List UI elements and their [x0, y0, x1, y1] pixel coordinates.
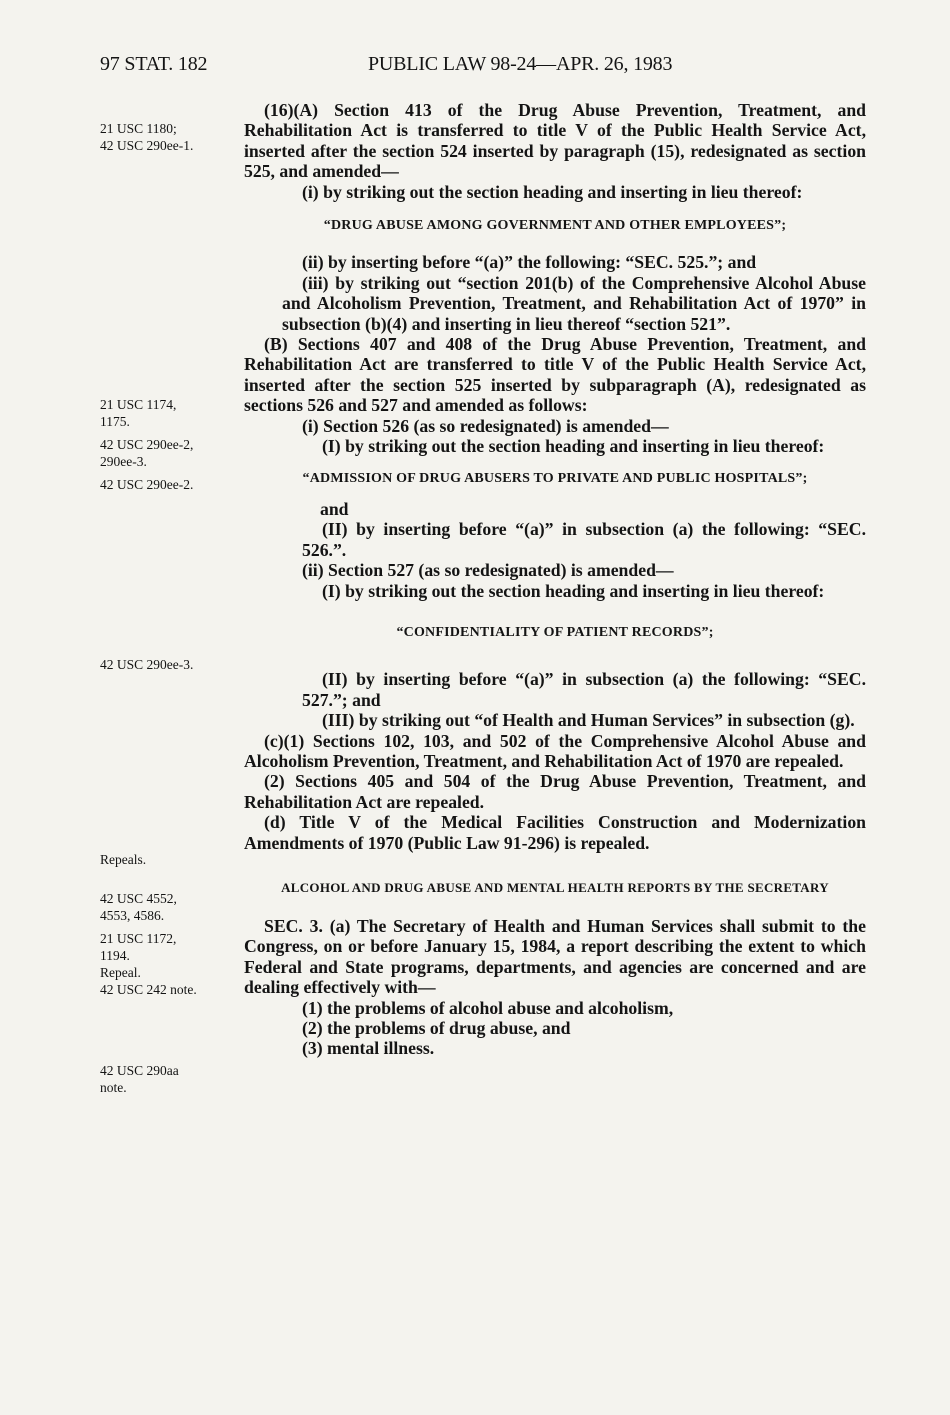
subclause-16b-i-II: (II) by inserting before “(a)” in subsection (a) the following: “SEC. 526.”.	[302, 519, 866, 560]
margin-note: 42 USC 4552, 4553, 4586.	[100, 891, 177, 923]
paragraph-c1: (c)(1) Sections 102, 103, and 502 of the Comprehensive Alcohol Abuse and Alcoholism Prevention, Treatment, and Rehabilitation Act of 1970 are repealed.	[244, 730, 866, 771]
list-item: (3) mental illness.	[302, 1038, 435, 1059]
margin-note: 42 USC 290aa note.	[100, 1063, 179, 1095]
subclause-16b-i-I: (I) by striking out the section heading and inserting in lieu thereof:	[322, 436, 825, 457]
statute-text	[244, 100, 866, 1059]
margin-note: Repeal. 42 USC 242 note.	[100, 965, 197, 997]
conjunction: and	[320, 498, 349, 519]
clause-16b-ii: (ii) Section 527 (as so redesignated) is amended—	[302, 560, 674, 581]
paragraph-16b: (B) Sections 407 and 408 of the Drug Abuse Prevention, Treatment, and Rehabilitation Act are transferred to title V of the Public Health Service Act, inserted after the section 525 inserted by subparagraph (A), redesignated as sections 526 and 527 and amended as follows:	[244, 334, 866, 416]
margin-note: 21 USC 1180; 42 USC 290ee-1.	[100, 121, 194, 153]
subclause-16b-ii-III: (III) by striking out “of Health and Human Services” in subsection (g).	[322, 710, 855, 731]
clause-16a-iii: (iii) by striking out “section 201(b) of the Comprehensive Alcohol Abuse and Alcoholism Prevention, Treatment, and Rehabilitation Act of 1970” in subsection (b)(4) and inserting in lieu thereof “section 521”.	[282, 272, 866, 334]
section-3a: SEC. 3. (a) The Secretary of Health and Human Services shall submit to the Congress, on or before January 15, 1984, a report describing the extent to which Federal and State programs, departments, and agencies are concerned and are dealing effectively with—	[244, 916, 866, 998]
paragraph-c2: (2) Sections 405 and 504 of the Drug Abuse Prevention, Treatment, and Rehabilitation Act are repealed.	[244, 771, 866, 812]
paragraph-16a: (16)(A) Section 413 of the Drug Abuse Prevention, Treatment, and Rehabilitation Act is transferred to title V of the Public Health Service Act, inserted after the section 524 inserted by paragraph (15), redesignated as section 525, and amended—	[244, 100, 866, 182]
clause-16b-i: (i) Section 526 (as so redesignated) is amended—	[302, 415, 669, 436]
clause-16a-ii: (ii) by inserting before “(a)” the following: “SEC. 525.”; and	[302, 252, 757, 273]
quoted-heading: “DRUG ABUSE AMONG GOVERNMENT AND OTHER EMPLOYEES”;	[323, 218, 787, 234]
margin-note: Repeals.	[100, 852, 147, 867]
public-law-header: PUBLIC LAW 98-24—APR. 26, 1983	[368, 53, 673, 75]
margin-note: 42 USC 290ee-2, 290ee-3.	[100, 437, 194, 469]
margin-note: 42 USC 290ee-3.	[100, 657, 194, 672]
paragraph-d: (d) Title V of the Medical Facilities Construction and Modernization Amendments of 1970 (Public Law 91-296) is repealed.	[244, 812, 866, 853]
statute-page-number: 97 STAT. 182	[100, 53, 208, 75]
quoted-heading: “CONFIDENTIALITY OF PATIENT RECORDS”;	[396, 624, 714, 640]
margin-note: 21 USC 1174, 1175.	[100, 397, 177, 429]
quoted-heading: “ADMISSION OF DRUG ABUSERS TO PRIVATE AND PUBLIC HOSPITALS”;	[302, 470, 808, 486]
section-heading: ALCOHOL AND DRUG ABUSE AND MENTAL HEALTH REPORTS BY THE SECRETARY	[281, 880, 829, 895]
margin-note: 42 USC 290ee-2.	[100, 477, 194, 492]
subclause-16b-ii-I: (I) by striking out the section heading and inserting in lieu thereof:	[322, 580, 825, 601]
margin-note: 21 USC 1172, 1194.	[100, 931, 177, 963]
subclause-16b-ii-II: (II) by inserting before “(a)” in subsection (a) the following: “SEC. 527.”; and	[302, 669, 866, 710]
list-item: (1) the problems of alcohol abuse and alcoholism,	[302, 997, 674, 1018]
list-item: (2) the problems of drug abuse, and	[302, 1018, 571, 1039]
clause-16a-i: (i) by striking out the section heading and inserting in lieu thereof:	[302, 181, 803, 202]
